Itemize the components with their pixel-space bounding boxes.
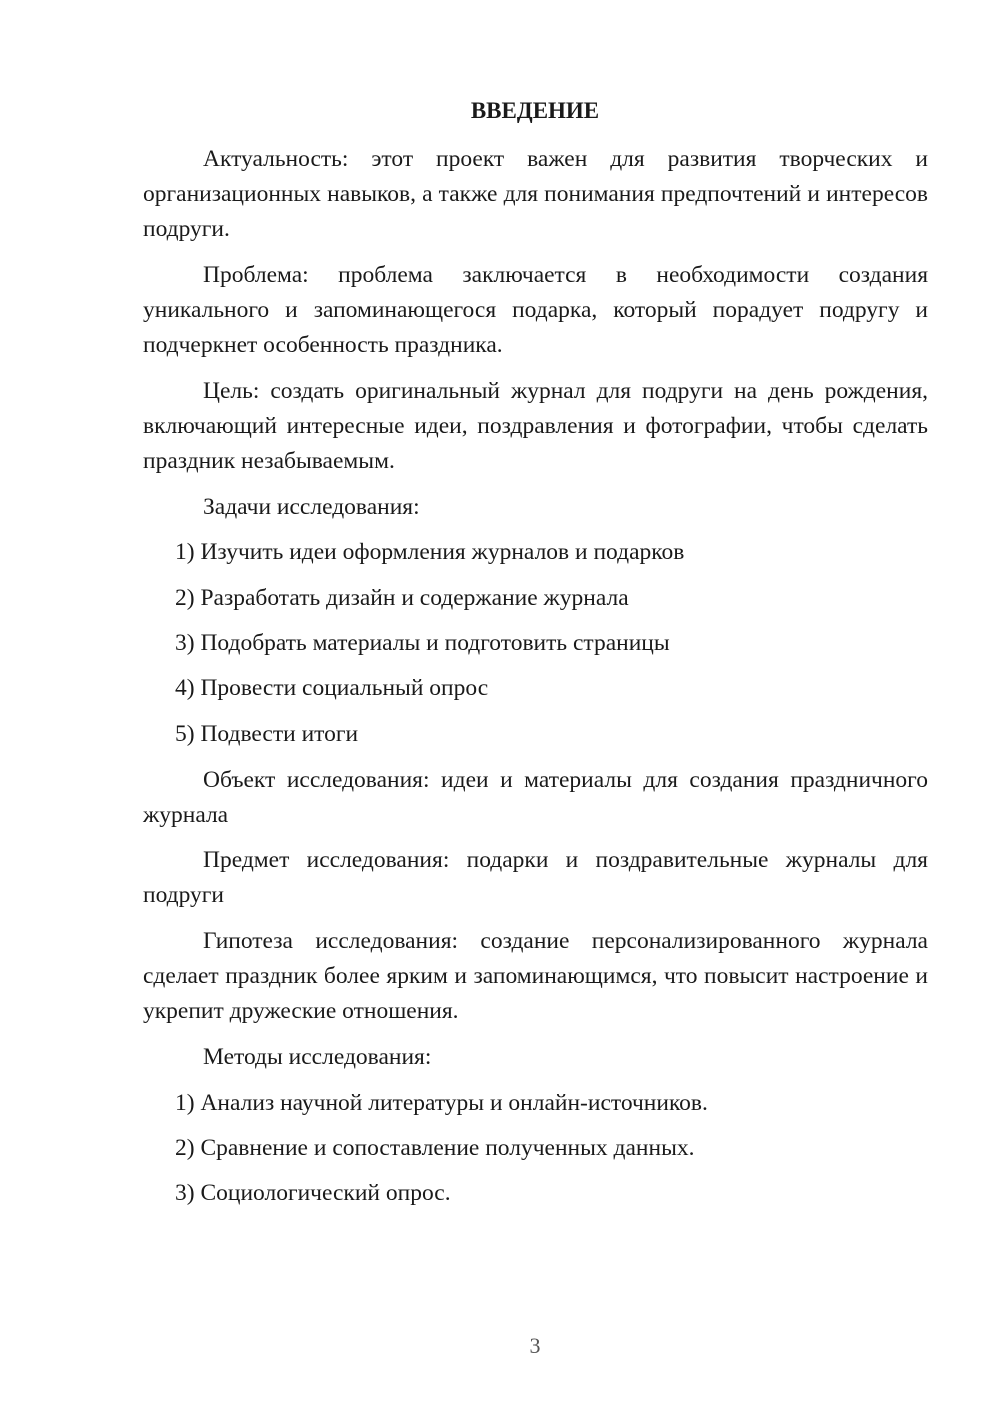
subject-paragraph: Предмет исследования: подарки и поздравительные журналы для подруги bbox=[143, 847, 928, 908]
method-item-2: 2) Сравнение и сопоставление полученных данных. bbox=[175, 1135, 695, 1161]
goal-paragraph: Цель: создать оригинальный журнал для подруги на день рождения, включающий интересные идеи, поздравления и фотографии, чтобы сделать праздник незабываемым. bbox=[143, 378, 928, 474]
method-item-1: 1) Анализ научной литературы и онлайн-источников. bbox=[175, 1090, 708, 1116]
relevance-paragraph: Актуальность: этот проект важен для развития творческих и организационных навыков, а также для понимания предпочтений и интересов подруги. bbox=[143, 146, 928, 242]
tasks-title: Задачи исследования: bbox=[203, 494, 420, 520]
task-item-3: 3) Подобрать материалы и подготовить страницы bbox=[175, 630, 670, 656]
methods-title: Методы исследования: bbox=[203, 1044, 432, 1070]
task-item-1: 1) Изучить идеи оформления журналов и подарков bbox=[175, 539, 685, 565]
problem-paragraph: Проблема: проблема заключается в необходимости создания уникального и запоминающегося подарка, который порадует подругу и подчеркнет особенность праздника. bbox=[143, 262, 928, 358]
task-item-2: 2) Разработать дизайн и содержание журнала bbox=[175, 585, 629, 611]
hypothesis-paragraph: Гипотеза исследования: создание персонализированного журнала сделает праздник более ярким и запоминающимся, что повысит настроение и укрепит дружеские отношения. bbox=[143, 928, 928, 1024]
task-item-5: 5) Подвести итоги bbox=[175, 721, 359, 747]
page-number: 3 bbox=[529, 1333, 541, 1358]
task-item-4: 4) Провести социальный опрос bbox=[175, 675, 489, 701]
method-item-3: 3) Социологический опрос. bbox=[175, 1180, 451, 1206]
page-title: ВВЕДЕНИЕ bbox=[470, 98, 600, 123]
object-paragraph: Объект исследования: идеи и материалы для создания праздничного журнала bbox=[143, 767, 928, 828]
